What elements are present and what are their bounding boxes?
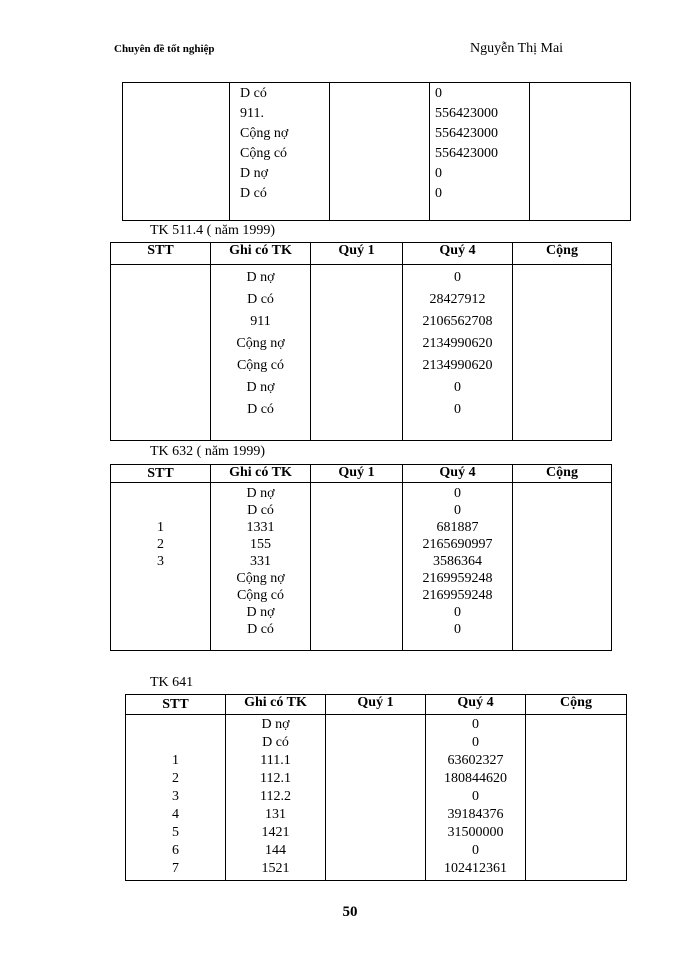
table-cell: 111.1: [260, 753, 291, 768]
table-cell: 3: [157, 554, 164, 569]
table-cell: 131: [265, 807, 286, 822]
col-cong: [513, 265, 612, 441]
col-cong: [513, 483, 612, 651]
table-cell: [126, 716, 225, 734]
table-cell: 3586364: [433, 554, 482, 569]
table-cell: D có: [247, 402, 274, 417]
table-cell: 556423000: [435, 126, 498, 141]
table-cell: 5: [172, 825, 179, 840]
table-cell: 144: [265, 843, 286, 858]
header-ghi-co: Ghi có TK: [211, 465, 311, 483]
table-cell: D nợ: [246, 605, 275, 620]
table-cell: 0: [454, 622, 461, 637]
col-ghi-co: [211, 265, 311, 441]
table-cell: 112.2: [260, 789, 291, 804]
table-cell: 6: [172, 843, 179, 858]
table-cell: Cộng nợ: [240, 126, 289, 141]
col-stt: [126, 715, 226, 881]
col-stt: [111, 265, 211, 441]
col-quy1: [311, 265, 403, 441]
col-stt: [111, 483, 211, 651]
col-cong: [526, 715, 627, 881]
table-cell: Cộng nợ: [236, 571, 285, 586]
table-cell: 2: [157, 537, 164, 552]
table-cell: 556423000: [435, 146, 498, 161]
table-cell: 2169959248: [422, 571, 493, 586]
header-quy1: Quý 1: [311, 465, 403, 483]
table-cell: 112.1: [260, 771, 291, 786]
page-number: 50: [342, 904, 358, 920]
table-cell: 39184376: [447, 807, 504, 822]
table-cell: Cộng có: [236, 358, 285, 373]
col-quy4: [403, 265, 513, 441]
table-cell: 556423000: [435, 106, 498, 121]
table-caption: TK 632 ( năm 1999): [150, 444, 266, 459]
table-cell: 2134990620: [422, 336, 493, 351]
table-cell: 0: [435, 166, 442, 181]
header-ghi-co: Ghi có TK: [226, 695, 326, 715]
table-caption: TK 641: [150, 675, 194, 690]
table-cell: 3: [172, 789, 179, 804]
table-cell: 0: [454, 605, 461, 620]
col-quy1: [326, 715, 426, 881]
table-cell: 63602327: [447, 753, 504, 768]
table-cell: D có: [240, 186, 267, 201]
header-cong: Cộng: [513, 465, 612, 483]
header-stt: STT: [111, 465, 211, 483]
table-cell: 1521: [261, 861, 290, 876]
col-quy4: [430, 83, 530, 221]
table-cell: 102412361: [444, 861, 507, 876]
header-quy1: Quý 1: [311, 243, 403, 265]
table-cell: 0: [454, 380, 461, 395]
col-ghi-co: [211, 483, 311, 651]
table-cell: 911: [250, 314, 271, 329]
table-cell: 0: [454, 402, 461, 417]
col-ghi-co: [230, 83, 330, 221]
table-cell: 0: [472, 735, 479, 750]
table-cell: 155: [250, 537, 271, 552]
table-cell: D nợ: [246, 486, 275, 501]
header-cong: Cộng: [526, 695, 627, 715]
table-cell: D có: [240, 86, 267, 101]
header-cong: Cộng: [513, 243, 612, 265]
table-cell: 0: [454, 270, 461, 285]
table-cell: 0: [454, 503, 461, 518]
table-cell: 1: [172, 753, 179, 768]
table-caption: TK 511.4 ( năm 1999): [150, 223, 276, 238]
table-cell: D nợ: [246, 380, 275, 395]
table-cell: 2165690997: [422, 537, 493, 552]
header-ghi-co: Ghi có TK: [211, 243, 311, 265]
table-cell: 0: [472, 717, 479, 732]
table-cell: 180844620: [444, 771, 507, 786]
table-cell: 681887: [436, 520, 479, 535]
col-cong: [530, 83, 631, 221]
col-quy4: [426, 715, 526, 881]
table-cell: 4: [172, 807, 179, 822]
header-quy4: Quý 4: [426, 695, 526, 715]
table-cell: [126, 734, 225, 752]
header-stt: STT: [111, 243, 211, 265]
table-cell: 1421: [261, 825, 290, 840]
table-cell: D có: [247, 292, 274, 307]
header-right: Nguyễn Thị Mai: [470, 41, 564, 56]
table-cell: D nợ: [246, 270, 275, 285]
col-quy1: [330, 83, 430, 221]
table-cell: 0: [435, 186, 442, 201]
table-cell: 0: [472, 843, 479, 858]
table-cell: 911.: [240, 106, 264, 121]
header-quy4: Quý 4: [403, 243, 513, 265]
table-tk-641: [125, 694, 627, 881]
table-cell: 7: [172, 861, 179, 876]
table-cell: 2106562708: [422, 314, 493, 329]
table-cell: D nợ: [240, 166, 269, 181]
table-cell: 1331: [246, 520, 275, 535]
table-cell: D có: [247, 622, 274, 637]
col-ghi-co: [226, 715, 326, 881]
table-cell: D có: [247, 503, 274, 518]
table-cell: Cộng có: [240, 146, 288, 161]
table-cell: 2169959248: [422, 588, 493, 603]
table-cell: D có: [262, 735, 289, 750]
table-continuation: [122, 82, 631, 221]
table-cell: 2134990620: [422, 358, 493, 373]
col-stt: [123, 83, 230, 221]
table-cell: 0: [435, 86, 442, 101]
table-cell: D nợ: [261, 717, 290, 732]
table-cell: [111, 485, 210, 502]
header-quy1: Quý 1: [326, 695, 426, 715]
table-cell: 0: [472, 789, 479, 804]
header-left: Chuyên đề tốt nghiệp: [114, 43, 215, 55]
table-cell: Cộng nợ: [236, 336, 285, 351]
table-cell: 2: [172, 771, 179, 786]
table-cell: 331: [250, 554, 271, 569]
table-cell: 1: [157, 520, 164, 535]
col-quy1: [311, 483, 403, 651]
table-tk-511-4: [110, 242, 612, 441]
table-tk-632: [110, 464, 612, 651]
table-cell: 28427912: [429, 292, 486, 307]
table-cell: Cộng có: [236, 588, 285, 603]
table-cell: 0: [454, 486, 461, 501]
table-cell: 31500000: [447, 825, 504, 840]
header-quy4: Quý 4: [403, 465, 513, 483]
header-stt: STT: [126, 695, 226, 715]
table-cell: [111, 502, 210, 519]
col-quy4: [403, 483, 513, 651]
